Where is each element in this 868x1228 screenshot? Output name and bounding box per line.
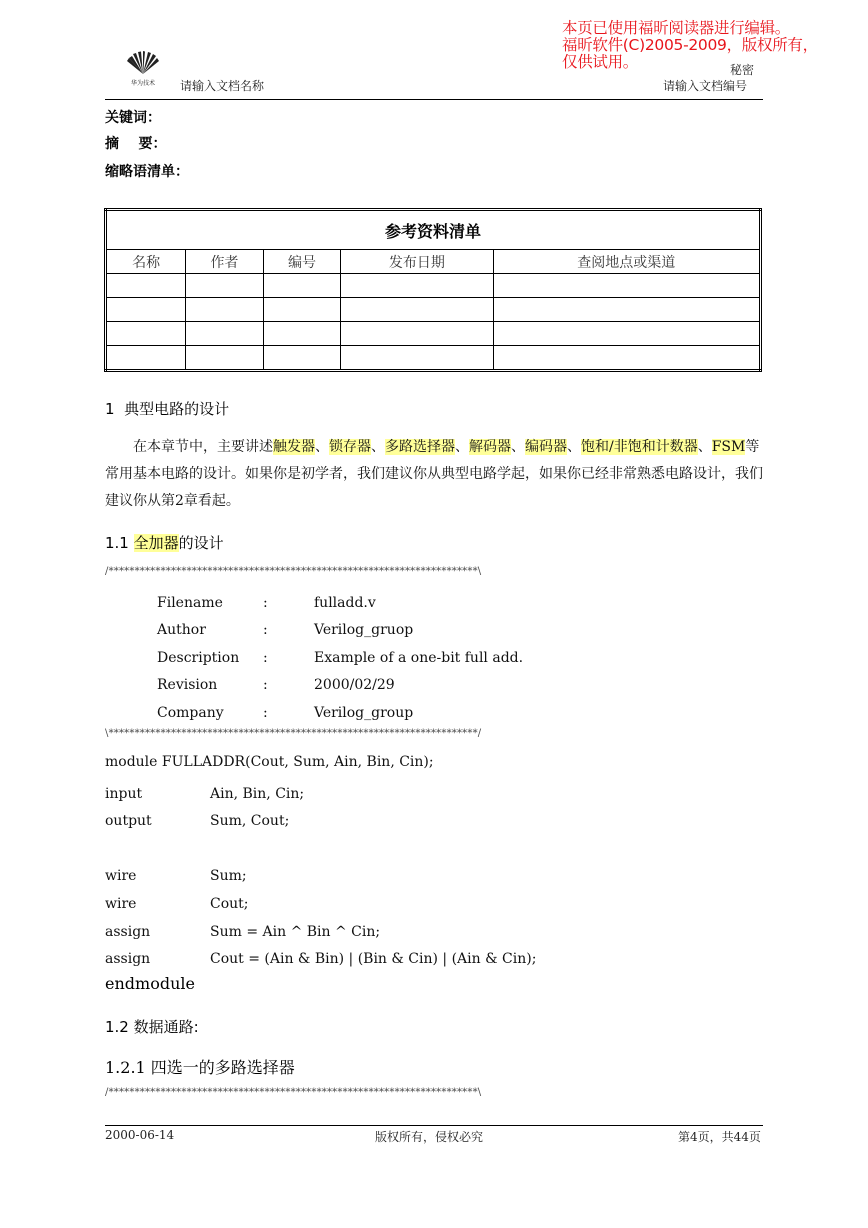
comment-open-line: /***********************************************************************\ [105,566,482,577]
separator: 、 [315,439,329,455]
header-value: Verilog_gruop [314,622,414,639]
table-cell [493,274,760,298]
file-header-row [157,700,523,727]
table-cell [341,274,493,298]
section-number: 1.2 [105,1018,129,1036]
table-cell [106,274,186,298]
code-keyword: wire [105,868,137,884]
intro-text: 在本章节中，主要讲述 [133,439,273,455]
table-cell [341,346,493,371]
logo-text: 华为技术 [130,80,156,87]
table-cell [186,346,264,371]
reference-table [104,208,762,372]
table-row [106,346,761,371]
section-1-2-heading [105,1016,199,1037]
code-keyword: assign [105,951,151,968]
code-text: Ain, Bin, Cin; [210,786,305,802]
code-text: Sum = Ain ^ Bin ^ Cin; [210,923,381,940]
code-text: Cout = (Ain & Bin) | (Bin & Cin) | (Ain & Cin); [210,951,537,968]
highlight-term: FSM [711,439,746,455]
highlight-term: 触发器 [273,439,315,455]
file-header-row [157,645,523,672]
table-cell [186,274,264,298]
separator: 、 [371,439,385,455]
highlight-term: 编码器 [525,439,567,455]
separator: 、 [697,439,712,455]
highlight-term: 饱和/非饱和计数器 [581,439,698,455]
col-header-date: 发布日期 [341,250,493,274]
code-line [105,863,536,891]
table-cell [493,346,760,371]
separator: 、 [511,439,525,455]
section-title: 的设计 [178,534,224,552]
header-colon: : [263,677,268,694]
intro-paragraph [105,434,765,515]
section-number: 1 [105,400,115,418]
header-colon: : [263,595,268,611]
header-key: Company [157,704,224,721]
table-cell [106,298,186,322]
col-header-number: 编号 [263,250,341,274]
section-1-2-1-heading: 1.2.1 四选一的多路选择器 [105,1058,295,1077]
header-value: fulladd.v [314,595,376,611]
section-number: 1.1 [105,534,129,552]
abbrev-list-label: 缩略语清单： [105,164,189,180]
table-row [106,274,761,298]
code-block-body [105,863,536,974]
comment-close-line: \***********************************************************************/ [105,728,482,739]
header-colon: : [263,622,268,639]
footer-copyright: 版权所有，侵权必究 [375,1130,484,1144]
table-cell [263,298,341,322]
highlight-term: 锁存器 [329,439,371,455]
watermark-line-3: 仅供试用。 [562,53,639,71]
section-1-1-heading [105,532,224,553]
file-header-block [157,590,523,727]
code-keyword: input [105,786,143,802]
header-value: Example of a one-bit full add. [314,649,524,666]
header-value: Verilog_group [314,704,414,721]
code-line [105,946,536,974]
header-colon: : [263,704,268,721]
section-colon: : [193,1018,199,1036]
table-cell [493,298,760,322]
header-key: Description [157,649,240,666]
code-line [105,919,536,947]
col-header-location: 查阅地点或渠道 [493,250,760,274]
table-cell [263,274,341,298]
code-keyword: output [105,813,152,830]
file-header-row [157,590,523,617]
separator: 、 [567,439,581,455]
code-line [105,808,304,835]
table-header-row [106,250,761,274]
col-header-name: 名称 [106,250,186,274]
logo-fan-icon [124,50,162,90]
code-text: Sum; [210,868,247,884]
section-1-heading [105,398,229,419]
table-cell [341,298,493,322]
confidential-label: 秘密 [730,63,755,77]
foxit-watermark [562,20,862,71]
table-cell [186,322,264,346]
separator: 、 [455,439,469,455]
document-number: 请输入文档编号 [663,79,748,93]
table-cell [263,322,341,346]
document-name: 请输入文档名称 [180,79,265,93]
header-key: Author [157,622,206,639]
table-cell [493,322,760,346]
table-row [106,298,761,322]
watermark-line-1: 本页已使用福昕阅读器进行编辑。 [562,19,791,37]
table-cell [106,346,186,371]
comment-open-line-2: /***********************************************************************\ [105,1087,482,1098]
header-key: Revision [157,677,218,694]
table-cell [106,322,186,346]
table-cell [263,346,341,371]
reference-table-title: 参考资料清单 [106,210,761,250]
code-keyword: wire [105,895,137,912]
section-title: 数据通路 [133,1018,194,1036]
file-header-row [157,617,523,644]
keywords-label: 关键词： [105,110,161,126]
code-block-ports [105,781,304,835]
code-line [105,781,304,808]
code-keyword: assign [105,923,151,940]
module-declaration: module FULLADDR(Cout, Sum, Ain, Bin, Cin); [105,754,434,770]
file-header-row [157,672,523,699]
table-row [106,322,761,346]
abstract-label: 摘 要： [105,136,167,152]
code-text: Sum, Cout; [210,813,290,830]
endmodule-line: endmodule [105,974,195,993]
footer-page-number: 第4页，共44页 [678,1130,761,1144]
company-logo [124,50,162,90]
footer-divider [105,1125,763,1126]
header-colon: : [263,649,268,666]
highlight-term: 解码器 [469,439,511,455]
table-cell [341,322,493,346]
code-line [105,891,536,919]
highlight-term: 全加器 [133,534,179,552]
intro-text-rest: 等常用基本电路的设计。如果你是初学者，我们建议你从典型电路学起，如果你已经非常熟悉电路设计，我们建议你从第2章看起。 [105,439,763,509]
table-cell [186,298,264,322]
highlight-term: 多路选择器 [385,439,455,455]
code-text: Cout; [210,895,249,912]
header-key: Filename [157,595,223,611]
section-title: 典型电路的设计 [124,400,230,418]
col-header-author: 作者 [186,250,264,274]
header-value: 2000/02/29 [314,677,395,694]
footer-date: 2000-06-14 [105,1128,175,1142]
header-divider [105,99,763,100]
watermark-line-2: 福昕软件(C)2005-2009，版权所有， [562,36,818,54]
